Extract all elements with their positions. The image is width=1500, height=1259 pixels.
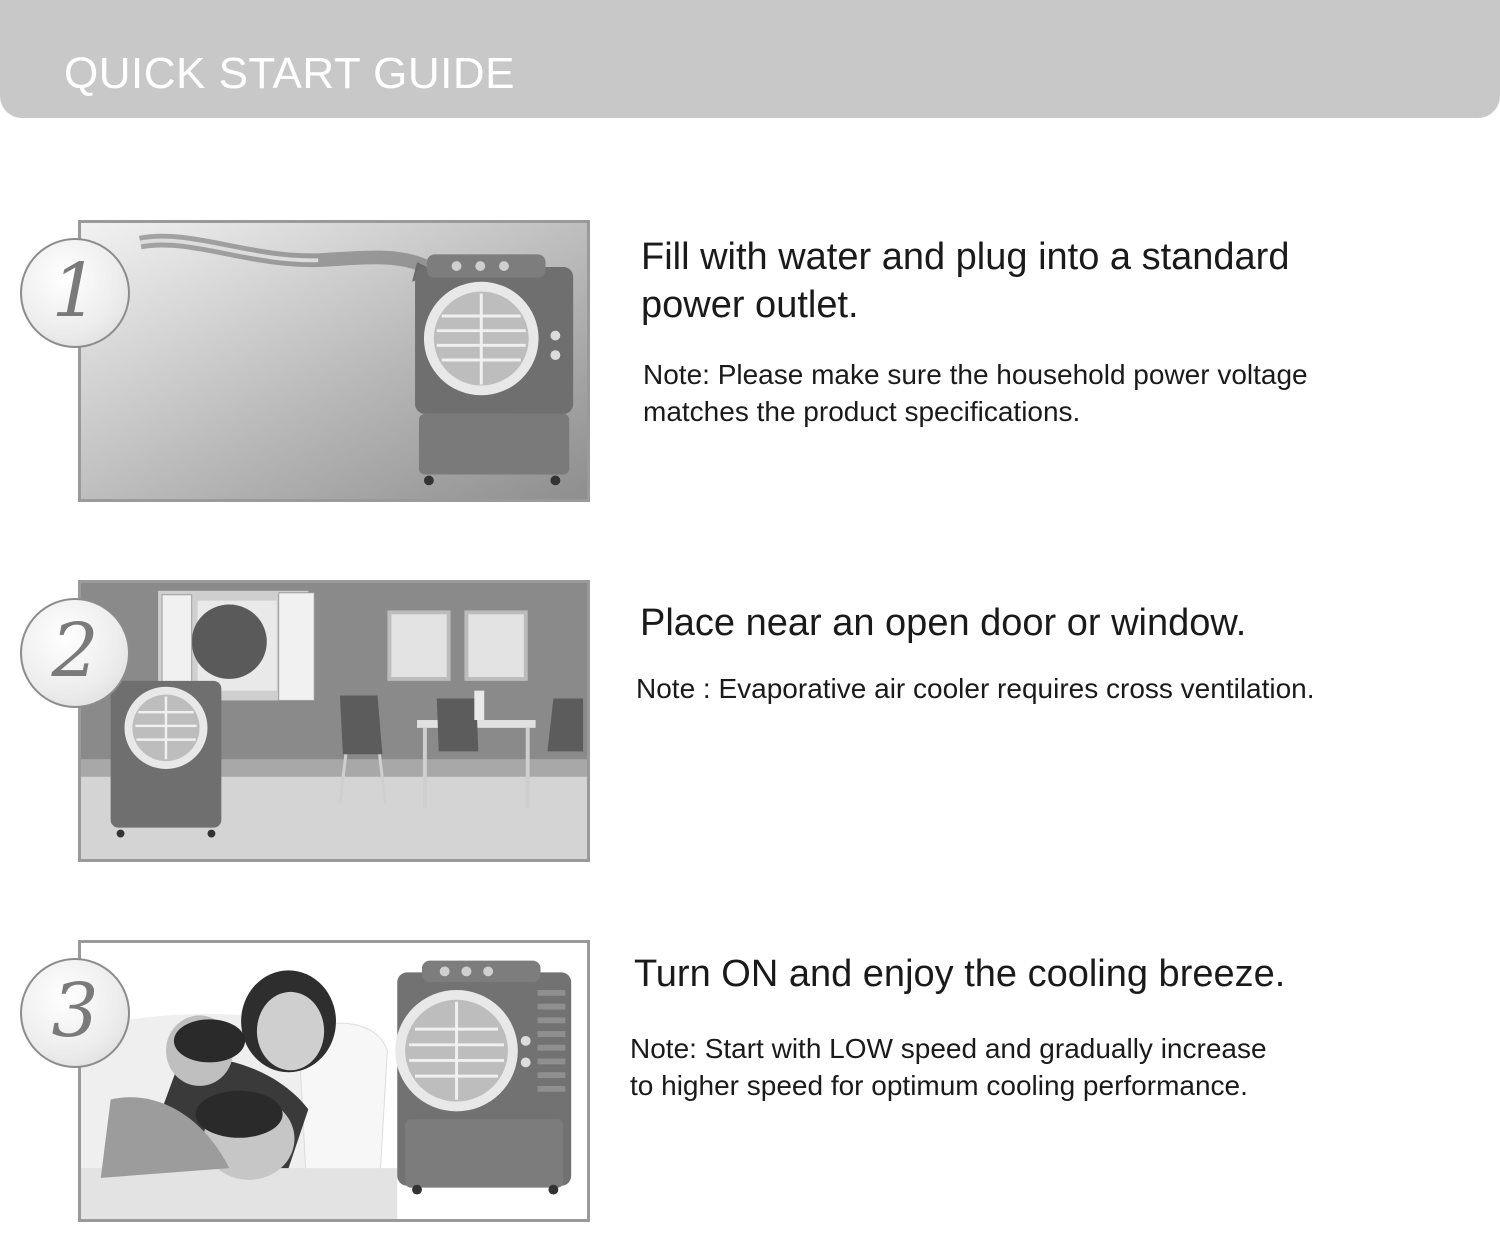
step-number: 1: [51, 248, 99, 334]
step-2-title: Place near an open door or window.: [640, 602, 1247, 644]
step-number: 2: [51, 608, 99, 694]
step-1-note-line-1: Note: Please make sure the household power voltage: [643, 359, 1308, 390]
step-number: 3: [51, 968, 99, 1054]
step-1-title-line-1: Fill with water and plug into a standard: [641, 236, 1290, 278]
step-2-illustration: [78, 580, 590, 862]
step-3: [0, 940, 1500, 1230]
step-3-illustration: [78, 940, 590, 1222]
step-1-illustration: [78, 220, 590, 502]
step-1-number-badge: [20, 238, 130, 348]
step-1: [0, 220, 1500, 510]
step-2-note: Note : Evaporative air cooler requires cross ventilation.: [636, 673, 1315, 704]
page-title: QUICK START GUIDE: [64, 49, 516, 98]
step-3-note-line-1: Note: Start with LOW speed and gradually increase: [630, 1033, 1267, 1064]
step-3-note-line-2: to higher speed for optimum cooling performance.: [630, 1070, 1248, 1101]
step-1-title-line-2: power outlet.: [641, 284, 859, 326]
step-3-number-badge: [20, 958, 130, 1068]
header-banner: [0, 0, 1500, 118]
step-2-number-badge: [20, 598, 130, 708]
step-2: [0, 580, 1500, 870]
step-3-title: Turn ON and enjoy the cooling breeze.: [634, 953, 1286, 995]
step-1-note-line-2: matches the product specifications.: [643, 396, 1081, 427]
